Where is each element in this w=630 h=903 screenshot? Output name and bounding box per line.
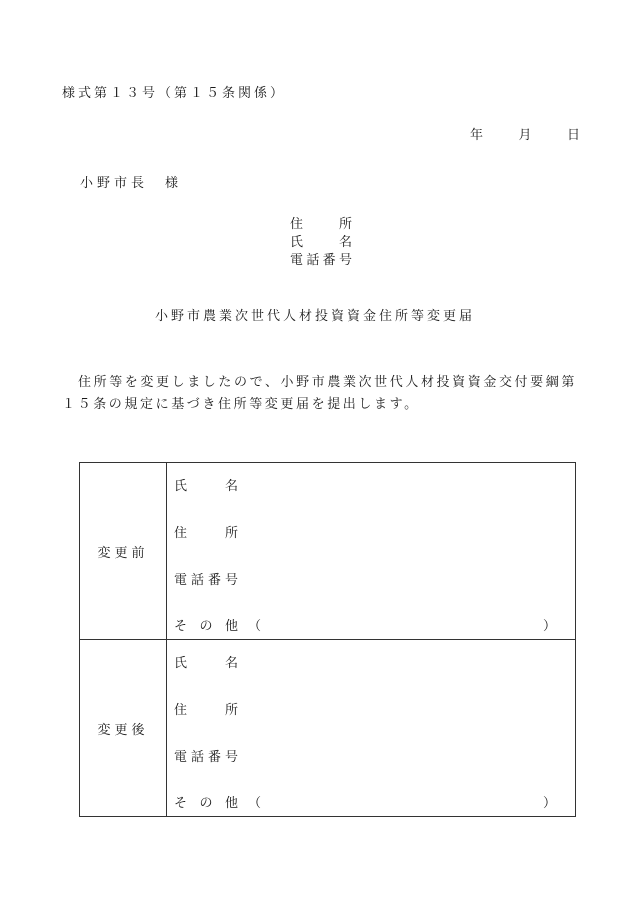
after-other-field: そ の 他 （ ）: [174, 796, 556, 811]
before-address-field: 住 所: [174, 526, 238, 541]
after-label: 変更後: [80, 640, 167, 816]
before-label: 変更前: [80, 463, 167, 639]
before-name-field: 氏 名: [174, 479, 238, 494]
date-day: 日: [566, 128, 580, 143]
document-title: 小野市農業次世代人材投資資金住所等変更届: [154, 309, 475, 324]
before-phone-field: 電 話 番 号: [174, 573, 238, 588]
applicant-phone-label: 電 話 番 号: [290, 253, 352, 268]
addressee: 小野市長 様: [80, 176, 183, 191]
date-line: [470, 124, 580, 143]
after-phone-field: 電 話 番 号: [174, 750, 238, 765]
section-before: [80, 463, 575, 640]
change-table: [79, 462, 576, 817]
applicant-address-label: 住 所: [290, 217, 352, 232]
date-month: 月: [518, 128, 532, 143]
after-name-field: 氏 名: [174, 656, 238, 671]
date-year: 年: [470, 128, 484, 143]
before-other-field: そ の 他 （ ）: [174, 619, 556, 634]
applicant-block: [290, 216, 352, 270]
section-after: [80, 640, 575, 816]
form-number: 様式第１３号（第１５条関係）: [62, 86, 287, 101]
applicant-name-label: 氏 名: [290, 235, 352, 250]
after-address-field: 住 所: [174, 703, 238, 718]
body-text: 住所等を変更しましたので、小野市農業次世代人材投資資金交付要綱第１５条の規定に基づき住所等変更届を提出します。: [62, 375, 577, 412]
